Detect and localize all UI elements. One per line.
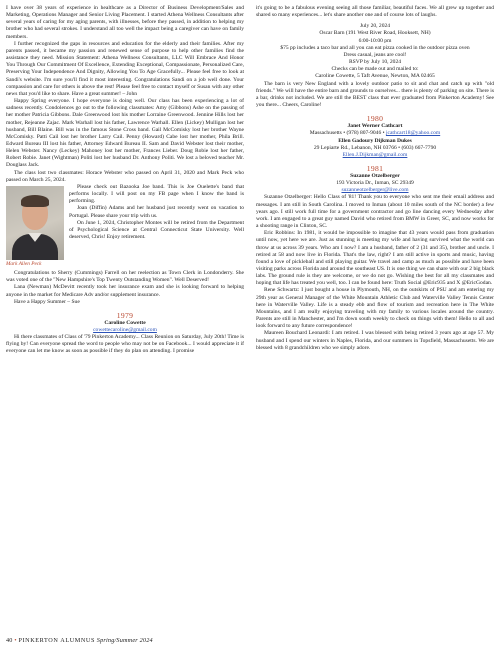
magazine-name: PINKERTON ALUMNUS [18,637,96,644]
class-year-heading: 1979 [116,310,134,320]
paragraph: On June 1, 2024, Christopher Montes will be retired from the Department of Psychological Science at Central Connecticut State University. Well deserved, Chris! Enjoy retirement. [69,219,244,240]
class-rep-name: Janet Werner Cathcart [347,123,403,130]
class-rep-contact [256,130,494,137]
paragraph: Lana (Newman) McDevitt recently took her insurance exam and she is looking forward to helping anyone in the market for Medicare Adv and/or supplement insurance. [6,284,244,298]
class-rep-email-link[interactable]: suzanneotzelberger@live.com [341,187,409,194]
paragraph: Maureen Bouchard Leonardi: I am retired. I was blessed with being retired 3 years ago at age 57. My husband and I spend our winters in Naples, Florida, and our summers in Topsfield, Massachusetts. We are blessed with 8 grandchildren who we simply adore. [256,330,494,351]
event-place: Oscar Barn (191 West River Road, Hooksett, NH) [319,30,431,37]
paragraph: Hi there classmates of Class of '79 Pinkerton Academy... Class Reunion on Saturday, July 20th! Time is flying by! Can everyone spread the word to people who may not be on Facebook... I would appreciate it if everyone can let me know as soon as possible if they do plan on attending. I promise [6,334,244,355]
class-rep-address: 193 Victoria Dr., Inman, SC 29349 [336,180,414,187]
page-footer [6,637,153,644]
class-rep-name: Caroline Cowette [104,319,146,326]
class-year-heading: 1980 [366,114,384,124]
mark-peck-photo [6,186,64,260]
paragraph: Eric Robbins: In 1981, it would be impossible to imagine that 43 years would pass from graduation until now, yet here we are. Just as stunning is meeting my wife and having survived what the world can throw at us across 39 years. Who am I now? I am a husband, father of 2 (31 and 35), brother and uncle. I retired at 58 and now live in Florida. That's the law, right? I am still active in sports and music, having found a love of pickleball and still playing guitar. We travel and camp as much as possible and have been visiting parks across Florida and around the southeast US. It is one thing we can share with our 2 big black labs. The ground rule is they are welcome, or we do not go. Wishing the best for all my classmates and hoping that life has treated you well, too. I can be found here: Truth Social @Eric935 and X @EricGodan. [256,230,494,287]
paragraph: Congratulations to Sherry (Cummings) Farrell on her reelection as Town Clerk in Londonderry. She was voted one of the "New Hampshire's Top Twenty Outstanding Women". Well Deserved! [6,270,244,284]
event-rsvp: RSVP by July 10, 2024 [348,59,402,66]
issue-label: Spring/Summer 2024 [96,637,153,644]
right-column [256,5,494,352]
paragraph: I have over 38 years of experience in healthcare as a Director of Business Development/Sales and Marketing, Operations Manager and Senior Living Placement. I started Athena Wellness Consultants after several years of caring for my aging parents, with illnesses, before they passed, in addition to helping my brother who had several strokes. I understand all too well the impact being a caregiver can have on family members. [6,5,244,40]
footer-separator: • [14,637,17,644]
paragraph: Please check out Bazooka Joe band. This is Joe Ouelette's band that performs locally. I will post on my FB page when I know the band is performing. [69,183,244,205]
event-checks: Checks can be made out and mailed to: [331,66,419,73]
sign-off: Have a Happy Summer – Sue [14,298,80,305]
paragraph: Suzanne Otzelberger: Hello Class of '81! Thank you to everyone who sent me their email address and messages. I am still in South Carolina. I moved to Inman (about 10 miles south of the NC border) a few years ago. I still work full time for a government contractor and go line dancing every Wednesday after work. I am engaged to a great guy named David who retired from BMW in Greer, SC, and now works for a shooting range in Clinton, SC. [256,194,494,230]
event-dress: Dress casual, jeans are cool! [343,51,407,58]
paragraph: The class lost two classmates: Horace Webster who passed on April 31, 2020 and Mark Peck who passed on March 25, 2024. [6,169,244,183]
class-rep-phone: Massachusetts • (978) 807-9046 • [309,130,386,137]
page-number: 40 [6,637,13,644]
event-price: $75 pp includes a taco bar and all you can eat pizza cooked in the outdoor pizza oven [280,44,470,51]
class-rep-name: Ellen Gadoury Dijkman Dukes [338,137,412,144]
photo-block [6,186,64,268]
paragraph: Happy Spring everyone. I hope everyone is doing well. Our class has been experiencing a lot of sadness recently. Condolences go out to the following classmates: Amy (Gibbons) Ashe on the passing of her mother Patricia Gibbons. Dale Greenwood lost his mother Lorraine Greenwood. Jennine Hills lost her mother, Rejeanne Zajac. Mark Warhall lost his father, Lawrence Warhall. Ellen (Lickey) Mulligan lost her husband, Bill Blaine. Bill was in the famous Stone Cross band. Gail McComisky lost her brother Wayne McComisky. Patti Cail lost her brother Larry Cail. Penny (Howard) Cabe lost her mother, Phila Brill. Edward Bureau III lost his father, Attorney Edward Bureau II. Sam and David Webster lost their mother, Helen Webster. Nancy (Leckey) Mahoney lost her mother, Frances Lieber. Doug Robie lost her father, Robert Robie. Janet (Wightman) Politi lost her husband Dr. Anthony Politi. We lost a beloved teacher Mr. Douglass Jack. [6,98,244,169]
paragraph: Rene Schwartz: I just bought a house in Plymouth, NH, on the outskirts of PSU and am entering my 29th year as General Manager of the White Mountain Athletic Club and Waterville Valley Tennis Center here in Waterville Valley. Life is a steady ebb and flow of tourism and recreation here in The White Mountains, and I am really enjoying traveling with my family to various locales around the country. Parents are still in Manchester, and I'm down south weekly to check on things with them! Hello to all and look forward to any future correspondence! [256,287,494,330]
paragraph: it's going to be a fabulous evening seeing all those familiar, beautiful faces. We all grew up together and shared so many experiences... let's share another one and of course lots of laughs. [256,5,494,19]
event-time: 6:00-10:00 pm [358,37,392,44]
class-rep-address: 29 Lepiarte Rd., Lebanon, NH 03766 • (603) 667-7790 [313,144,437,151]
paragraph: The barn is very New England with a lovely outdoor patio to sit and chat and catch up with "old friends." We will have the entire barn and grounds to ourselves... there is plenty of parking on site. There is a bar, drinks not included. We are still the BEST class that ever graduated from Pinkerton Academy! See you there... Cheers, Caroline! [256,80,494,109]
class-year-heading: 1981 [366,163,384,173]
event-address: Caroline Cowette, 5 Taft Avenue, Newton, MA 02465 [315,73,435,80]
class-rep-email-link[interactable]: Ellen.J.Dijkman@gmail.com [342,151,408,158]
class-rep-email-link[interactable]: cowettecaroline@gmail.com [93,327,157,333]
class-rep-name: Suzanne Otzelberger [350,172,400,179]
photo-caption: Mark Allen Peck [6,260,42,267]
paragraph: I further recognized the gaps in resources and education for the elderly and their families. After my parents passed, it became my passion and renewed sense of purpose to help other families find the assistance they need. Mission Statement: Athena Wellness Consultants, LLC Will Embrace And Honor You Through Our Commitment Of Excellence, Extending Exceptional, Compassionate, Personalized Care, Preserving Your Independence And Dignity, Allowing You To Age Gracefully... Please feel free to look at Sandi's website. I'm sure you'll find it most interesting. Congratulations Sandi on a job well done. Your compassion and care for others is above the rest! Please feel free to contact myself or Susan with any other news that you'd like to share. Have a great summer! – John [6,40,244,97]
paragraph: Joan (Diffin) Adams and her husband just recently went on vacation to Portugal. Please share your trip with us. [69,205,244,219]
left-column [6,5,244,356]
event-date: July 20, 2024 [359,23,391,30]
class-rep-email-link[interactable]: jcathcart18@yahoo.com [385,130,441,137]
